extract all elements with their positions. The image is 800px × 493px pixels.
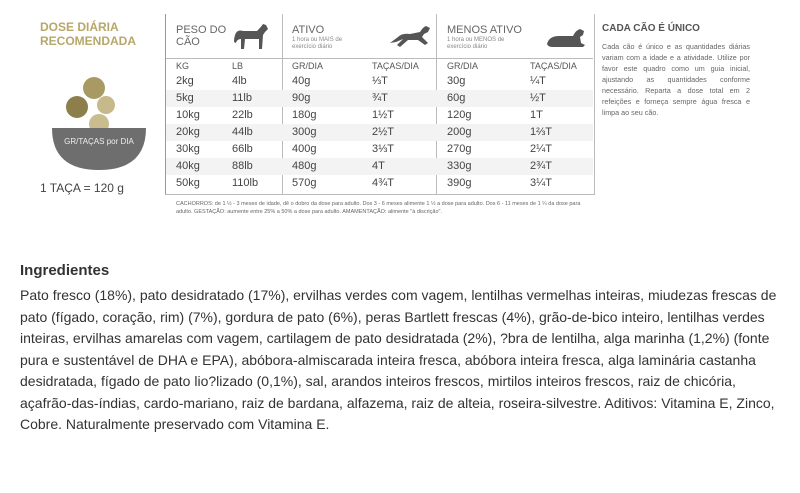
lying-dog-icon bbox=[545, 26, 587, 53]
active-header: ATIVO bbox=[292, 24, 325, 36]
cell-cups-active: 3⅓T bbox=[372, 143, 395, 155]
cell-cups-active: 4T bbox=[372, 160, 385, 172]
ingredients-text: Pato fresco (18%), pato desidratado (17%), ervilhas verdes com vagem, lentilhas vermelhas inteiras, miudezas frescas de pato (fígado, coração, rim) (7%), gordura de pato (6%), peras Bartlett frescas (4%), grão-de-bico inteiro, lentilhas verdes inteiras, ervilhas amarelas com vagem, cartilagem de pato desidratada (2%), ?bra de lentilha, alga marinha (1,2%) (fonte pura e sustentável de DHA e EPA), abóbora-almiscarada inteira fresca, abóbora inteira fresca, alga laminária castanha desidratada, fígado de pato lio?lizado (0,1%), sal, arandos inteiros frescos, mirtilos inteiros frescos, raiz de chicória, açafrão-das-índias, cardo-mariano, raiz de bardana, alfazema, raiz de alteia, roseira-silvestre. Aditivos: Vitamina E, Zinco, Cobre. Naturalmente preservado com Vitamina E. bbox=[20, 287, 777, 432]
cell-gr-active: 300g bbox=[292, 126, 317, 138]
cell-kg: 2kg bbox=[176, 75, 194, 87]
dose-title: DOSE DIÁRIA RECOMENDADA bbox=[40, 20, 136, 48]
cell-gr-active: 90g bbox=[292, 92, 311, 104]
cell-gr-less: 270g bbox=[447, 143, 472, 155]
cell-gr-active: 400g bbox=[292, 143, 317, 155]
cell-gr-active: 40g bbox=[292, 75, 311, 87]
cell-cups-less: 1T bbox=[530, 109, 543, 121]
ingredients-title: Ingredientes bbox=[20, 262, 110, 279]
cell-lb: 66lb bbox=[232, 143, 253, 155]
cell-gr-less: 200g bbox=[447, 126, 472, 138]
cell-kg: 40kg bbox=[176, 160, 200, 172]
cell-cups-active: 2½T bbox=[372, 126, 395, 138]
bowl-label: GR/TAÇAS por DIA bbox=[64, 137, 134, 146]
cell-gr-less: 60g bbox=[447, 92, 466, 104]
col-gr-less: GR/DIA bbox=[447, 61, 479, 71]
cell-kg: 10kg bbox=[176, 109, 200, 121]
cell-kg: 5kg bbox=[176, 92, 194, 104]
col-cups-less: TAÇAS/DIA bbox=[530, 61, 577, 71]
cell-lb: 44lb bbox=[232, 126, 253, 138]
unique-text: Cada cão é único e as quantidades diárias variam com a idade e a atividade. Utilize por favor este quadro como um guia inicial, ajustando as quantidades conforme necessário. Reparta a dose total em 2 refeições e forneça sempre água fresca e limpa ao seu cão. bbox=[602, 42, 750, 117]
cell-gr-less: 30g bbox=[447, 75, 466, 87]
less-active-header: MENOS ATIVO bbox=[447, 24, 522, 36]
cup-conversion: 1 TAÇA = 120 g bbox=[40, 181, 124, 195]
cell-lb: 4lb bbox=[232, 75, 247, 87]
active-subheader: 1 hora ou MAIS de exercício diário bbox=[292, 37, 343, 50]
standing-dog-icon bbox=[231, 21, 271, 58]
table-footnote: CACHORROS: de 1 ½ - 3 meses de idade, dê o dobro da dose para adulto. Dos 3 - 6 meses alimente 1 ½ a dose para adulto. Dos 6 - 11 meses de 1 ¼ da dose para adulto. GESTAÇÃO: aumente entre 25% a 50% a dose para adulto. AMAMENTAÇÃO: alimente "à discrição". bbox=[176, 201, 581, 215]
cell-gr-less: 390g bbox=[447, 177, 472, 189]
cell-lb: 11lb bbox=[232, 92, 252, 104]
col-gr-active: GR/DIA bbox=[292, 61, 324, 71]
cell-kg: 50kg bbox=[176, 177, 200, 189]
cell-gr-active: 570g bbox=[292, 177, 317, 189]
cell-cups-active: 4¾T bbox=[372, 177, 395, 189]
cell-gr-less: 120g bbox=[447, 109, 472, 121]
cell-cups-less: 3¼T bbox=[530, 177, 553, 189]
cell-cups-active: ¾T bbox=[372, 92, 388, 104]
cell-cups-active: 1½T bbox=[372, 109, 395, 121]
col-cups-active: TAÇAS/DIA bbox=[372, 61, 419, 71]
food-bowl-illustration bbox=[44, 70, 154, 180]
running-dog-icon bbox=[388, 23, 432, 54]
cell-gr-active: 480g bbox=[292, 160, 317, 172]
cell-cups-less: 2¾T bbox=[530, 160, 553, 172]
cell-lb: 22lb bbox=[232, 109, 253, 121]
cell-cups-less: 2¼T bbox=[530, 143, 553, 155]
bowl-icon bbox=[44, 70, 154, 180]
less-active-subheader: 1 hora ou MENOS de exercício diário bbox=[447, 37, 505, 50]
unique-title: CADA CÃO É ÚNICO bbox=[602, 23, 700, 34]
cell-cups-active: ⅓T bbox=[372, 75, 388, 87]
cell-lb: 110lb bbox=[232, 177, 259, 189]
cell-cups-less: ¼T bbox=[530, 75, 546, 87]
cell-cups-less: 1⅔T bbox=[530, 126, 553, 138]
weight-header: PESO DO CÃO bbox=[176, 24, 227, 48]
cell-gr-less: 330g bbox=[447, 160, 472, 172]
cell-kg: 20kg bbox=[176, 126, 200, 138]
cell-kg: 30kg bbox=[176, 143, 200, 155]
col-kg: KG bbox=[176, 61, 190, 71]
cell-lb: 88lb bbox=[232, 160, 253, 172]
col-lb: LB bbox=[232, 61, 244, 71]
cell-cups-less: ½T bbox=[530, 92, 546, 104]
cell-gr-active: 180g bbox=[292, 109, 317, 121]
